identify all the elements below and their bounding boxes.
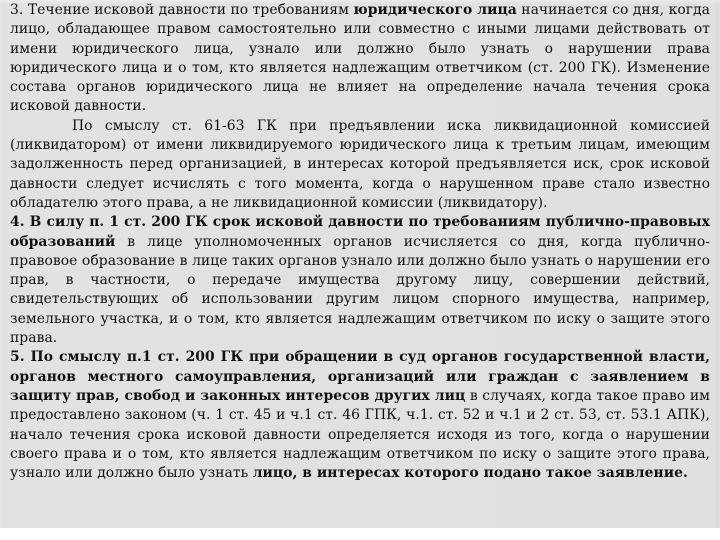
- paragraph-5: [10, 348, 710, 483]
- paragraph-4: [10, 213, 710, 348]
- paragraph-5-bold-term: суд органов государственной власти, органов местного самоуправления, организаций или граждан с заявлением в защиту прав, свобод и законных интересов других лиц: [10, 349, 710, 404]
- bottom-strip: [0, 528, 720, 540]
- paragraph-3-bold-term: юридического лица: [353, 2, 517, 18]
- document-body: [10, 1, 710, 483]
- paragraph-3-liquidation-text: По смыслу ст. 61-63 ГК при предъявлении иска ликвидационной комиссией (ликвидатором) от имени ликвидируемого юридического лица к третьим лицам, имеющим задолженность перед организацией, в интересах которой предъявляется иск, срок исковой давности следует исчислять с того момента, когда о нарушенном праве стало известно обладателю этого права, а не ликвидационной комиссии (ликвидатору).: [10, 117, 710, 211]
- paragraph-3-text-end: начинается со дня, когда лицо, обладающее правом самостоятельно или совместно с иными лицами действовать от имени юридического лица, узнало или должно было узнать о нарушении права юридического лица и о том, кто является надлежащим ответчиком (ст. 200 ГК). Изменение состава органов юридического лица не влияет на определение начала течения срока исковой давности.: [10, 2, 710, 115]
- paragraph-5-text-start: 5. По смыслу п.1 ст. 200 ГК при обращении в: [10, 349, 400, 366]
- paragraph-5-bold-end: лицо, в интересах которого подано такое заявление.: [252, 465, 688, 482]
- paragraph-3-liquidation: [10, 117, 710, 213]
- paragraph-4-text-start: 4. В силу п. 1 ст. 200 ГК срок исковой давности по требованиям: [10, 214, 546, 231]
- paragraph-3-text-start: 3. Течение исковой давности по требованиям: [10, 2, 354, 18]
- paragraph-3: [10, 1, 710, 117]
- paragraph-4-text-end: в лице уполномоченных органов исчисляется со дня, когда публично-правовое образование в лице таких органов узнало или должно было узнать о нарушении его прав, в частности, о передаче имущества другому лицу, совершении действий, свидетельствующих об использовании другим лицом спорного имущества, например, земельного участка, и о том, кто является надлежащим ответчиком по иску о защите этого права.: [10, 233, 710, 347]
- paragraph-4-bold-term: публично-правовых образований: [10, 214, 710, 250]
- paragraph-5-text-middle: в случаях, когда такое право им предоставлено законом (ч. 1 ст. 45 и ч.1 ст. 46 ГПК, ч.1. ст. 52 и ч.1 и 2 ст. 53, ст. 53.1 АПК), начало течения срока исковой давности определяется исходя из того, когда о нарушении своего права и о том, кто является надлежащим ответчиком по иску о защите этого права, узнало или должно было узнать: [10, 387, 710, 482]
